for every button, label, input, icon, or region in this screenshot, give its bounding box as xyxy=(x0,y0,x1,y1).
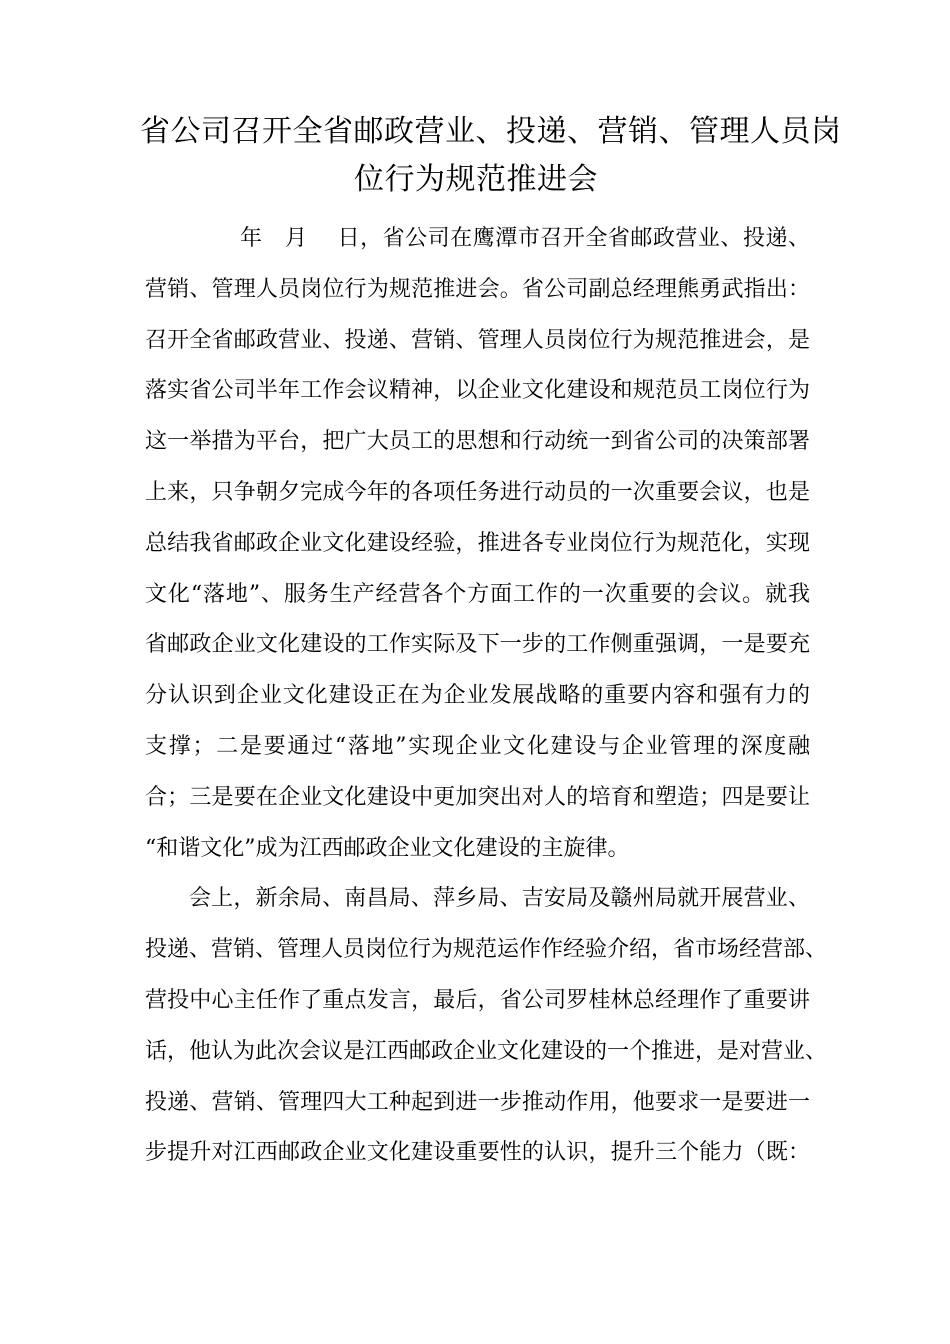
text-line: 支撑；二是要通过“落地”实现企业文化建设与企业管理的深度融 xyxy=(145,733,810,759)
text-line: 这一举措为平台，把广大员工的思想和行动统一到省公司的决策部署 xyxy=(145,429,810,455)
text-line: 会上，新余局、南昌局、萍乡局、吉安局及赣州局就开展营业、 xyxy=(189,886,810,912)
text-line: 召开全省邮政营业、投递、营销、管理人员岗位行为规范推进会，是 xyxy=(145,327,810,353)
document-title xyxy=(140,108,842,204)
paragraph-1 xyxy=(145,214,810,874)
text-line: 分认识到企业文化建设正在为企业发展战略的重要内容和强有力的 xyxy=(145,683,810,709)
title-line: 省公司召开全省邮政营业、投递、营销、管理人员岗 xyxy=(140,114,842,149)
text-line: 话，他认为此次会议是江西邮政企业文化建设的一个推进，是对营业、 xyxy=(145,1038,828,1064)
text-line: 营销、管理人员岗位行为规范推进会。省公司副总经理熊勇武指出： xyxy=(145,276,810,302)
document-body xyxy=(145,214,828,1179)
text-line: 上来，只争朝夕完成今年的各项任务进行动员的一次重要会议，也是 xyxy=(145,479,810,505)
paragraph-2 xyxy=(145,874,828,1179)
text-line: 省邮政企业文化建设的工作实际及下一步的工作侧重强调，一是要充 xyxy=(145,632,810,658)
text-line: 营投中心主任作了重点发言，最后，省公司罗桂林总经理作了重要讲 xyxy=(145,987,810,1013)
text-line: 投递、营销、管理四大工种起到进一步推动作用，他要求一是要进一 xyxy=(145,1089,810,1115)
text-line: 落实省公司半年工作会议精神，以企业文化建设和规范员工岗位行为 xyxy=(145,378,810,404)
text-line: 步提升对江西邮政企业文化建设重要性的认识，提升三个能力（既： xyxy=(145,1140,810,1166)
title-line: 位行为规范推进会 xyxy=(354,162,598,197)
text-line: 文化“落地”、服务生产经营各个方面工作的一次重要的会议。就我 xyxy=(145,581,810,607)
text-line: 总结我省邮政企业文化建设经验，推进各专业岗位行为规范化，实现 xyxy=(145,530,810,556)
text-line: “和谐文化”成为江西邮政企业文化建设的主旋律。 xyxy=(145,835,630,861)
text-line: 合；三是要在企业文化建设中更加突出对人的培育和塑造；四是要让 xyxy=(145,784,810,810)
text-line: 投递、营销、管理人员岗位行为规范运作作经验介绍，省市场经营部、 xyxy=(145,937,828,963)
text-line: 年 月 日，省公司在鹰潭市召开全省邮政营业、投递、 xyxy=(240,226,810,251)
